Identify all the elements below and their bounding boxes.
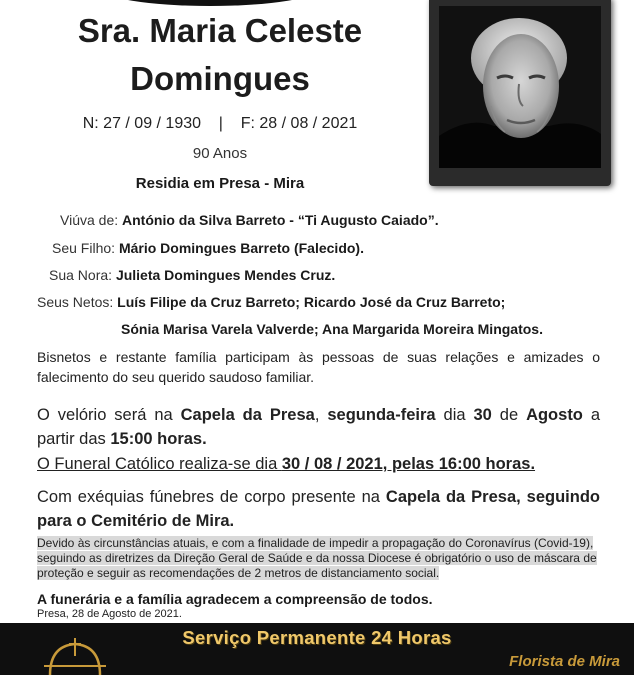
wake-text: dia [435, 406, 474, 424]
portrait-illustration [439, 6, 601, 168]
family-value: Sónia Marisa Varela Valverde; Ana Margarida Moreira Mingatos. [121, 321, 543, 337]
exequies-route: Capela da Presa, seguindo para o Cemitério de Mira. [37, 488, 600, 530]
wake-time: 15:00 horas. [110, 430, 207, 448]
funeral-when: 30 / 08 / 2021, pelas 16:00 horas. [281, 455, 536, 473]
place-date: Presa, 28 de Agosto de 2021. [37, 608, 182, 620]
family-value: Mário Domingues Barreto (Falecido). [118, 240, 364, 256]
family-row-son [52, 240, 364, 256]
wake-day: 30 [473, 406, 492, 424]
covid-notice-text: Devido às circunstâncias atuais, e com a finalidade de impedir a propagação do Coronavírus (Covid-19), seguindo as diretrizes da Direção Geral de Saúde e da nossa Diocese é obrigatório o uso de máscara de proteção e seguir as recomendações de 2 metros de distanciamento social. [37, 536, 597, 580]
family-value: António da Silva Barreto - “Ti Augusto Caiado”. [122, 212, 439, 228]
thanks-text: A funerária e a família agradecem a compreensão de todos. [37, 591, 433, 607]
deceased-name-line1: Sra. Maria Celeste [77, 12, 363, 49]
exequies-info [37, 485, 600, 533]
wake-text: a partir das [37, 406, 601, 448]
family-label: Seus Netos: [37, 294, 114, 310]
family-label: Seu Filho: [52, 240, 116, 256]
covid-notice [37, 536, 600, 581]
portrait-photo [439, 6, 601, 168]
service-banner: Serviço Permanente 24 Horas [182, 627, 452, 648]
family-row-grandchildren [37, 294, 505, 310]
family-row-widow [60, 212, 439, 228]
wake-month: Agosto [526, 406, 583, 424]
deceased-name-line2: Domingues [130, 60, 310, 97]
wake-place: Capela da Presa [180, 406, 315, 424]
wake-info [37, 403, 600, 451]
brand-name: Florista de Mira [509, 653, 620, 670]
wake-text: de [491, 406, 527, 424]
wake-text: O velório será na [37, 406, 181, 424]
wake-weekday: segunda-feira [327, 406, 436, 424]
wake-text: , [314, 406, 328, 424]
portrait-frame [429, 0, 611, 186]
birth-death-dates: N: 27 / 09 / 1930 | F: 28 / 08 / 2021 [82, 115, 358, 132]
family-label: Sua Nora: [49, 267, 113, 283]
family-label: Viúva de: [60, 212, 119, 228]
funeral-info [37, 455, 535, 474]
funeral-text: O Funeral Católico realiza-se dia [37, 455, 282, 473]
residence: Residia em Presa - Mira [135, 175, 305, 192]
announcement-text: Bisnetos e restante família participam às pessoas de suas relações e amizades o falecimento do seu querido saudoso familiar. [37, 349, 600, 385]
family-row-grandchildren-cont [121, 321, 543, 337]
family-row-daughter-in-law [49, 267, 335, 283]
top-decorative-arc [100, 0, 320, 6]
family-value: Julieta Domingues Mendes Cruz. [115, 267, 336, 283]
family-value: Luís Filipe da Cruz Barreto; Ricardo José da Cruz Barreto; [117, 294, 506, 310]
age: 90 Anos [192, 145, 248, 162]
exequies-text: Com exéquias fúnebres de corpo presente na [37, 488, 386, 506]
